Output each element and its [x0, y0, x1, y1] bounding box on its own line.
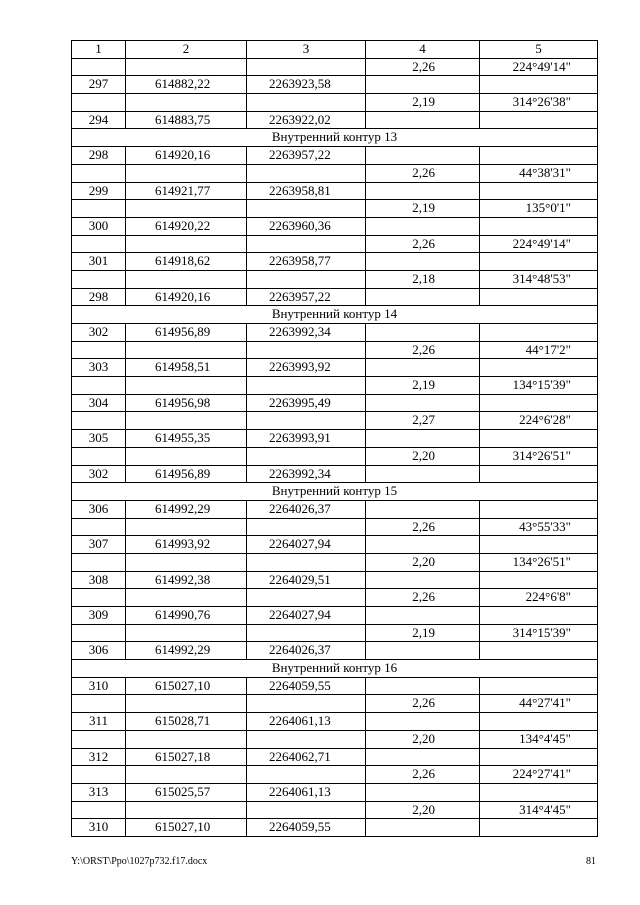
empty-cell — [126, 589, 247, 607]
coord-y: 2263957,22 — [247, 147, 366, 165]
coord-x: 614958,51 — [126, 359, 247, 377]
coord-x: 614955,35 — [126, 430, 247, 448]
segment-row — [72, 341, 598, 359]
segment-row — [72, 58, 598, 76]
coord-x: 615027,18 — [126, 748, 247, 766]
coord-x: 614990,76 — [126, 607, 247, 625]
point-row — [72, 500, 598, 518]
coord-x: 614920,22 — [126, 217, 247, 235]
segment-length: 2,26 — [366, 518, 480, 536]
contour-heading: Внутренний контур 14 — [72, 306, 598, 324]
empty-cell — [126, 341, 247, 359]
empty-cell — [480, 642, 598, 660]
segment-row — [72, 553, 598, 571]
coord-x: 615028,71 — [126, 713, 247, 731]
point-number: 312 — [72, 748, 126, 766]
empty-cell — [247, 235, 366, 253]
point-number: 302 — [72, 465, 126, 483]
point-row — [72, 359, 598, 377]
empty-cell — [126, 164, 247, 182]
empty-cell — [366, 607, 480, 625]
coord-x: 614993,92 — [126, 536, 247, 554]
empty-cell — [126, 94, 247, 112]
direction-angle: 314°26'38" — [480, 94, 598, 112]
coord-y: 2263995,49 — [247, 394, 366, 412]
coord-x: 615027,10 — [126, 677, 247, 695]
direction-angle: 43°55'33" — [480, 518, 598, 536]
segment-length: 2,20 — [366, 730, 480, 748]
segment-row — [72, 270, 598, 288]
coord-y: 2264026,37 — [247, 500, 366, 518]
point-number: 306 — [72, 642, 126, 660]
coord-x: 614992,29 — [126, 642, 247, 660]
empty-cell — [366, 217, 480, 235]
empty-cell — [366, 359, 480, 377]
empty-cell — [72, 94, 126, 112]
segment-row — [72, 447, 598, 465]
coord-x: 614883,75 — [126, 111, 247, 129]
segment-length: 2,20 — [366, 553, 480, 571]
contour-heading-row — [72, 306, 598, 324]
empty-cell — [480, 748, 598, 766]
direction-angle: 134°15'39" — [480, 377, 598, 395]
table-header-row — [72, 41, 598, 59]
coord-y: 2263993,91 — [247, 430, 366, 448]
point-number: 306 — [72, 500, 126, 518]
empty-cell — [480, 359, 598, 377]
point-number: 309 — [72, 607, 126, 625]
empty-cell — [247, 518, 366, 536]
point-row — [72, 465, 598, 483]
empty-cell — [366, 677, 480, 695]
coord-x: 614956,89 — [126, 465, 247, 483]
point-row — [72, 217, 598, 235]
empty-cell — [126, 447, 247, 465]
empty-cell — [126, 412, 247, 430]
empty-cell — [366, 500, 480, 518]
empty-cell — [72, 58, 126, 76]
direction-angle: 314°4'45" — [480, 801, 598, 819]
point-row — [72, 677, 598, 695]
empty-cell — [480, 253, 598, 271]
segment-row — [72, 766, 598, 784]
coord-x: 614920,16 — [126, 147, 247, 165]
point-number: 308 — [72, 571, 126, 589]
segment-length: 2,26 — [366, 341, 480, 359]
point-number: 300 — [72, 217, 126, 235]
point-number: 302 — [72, 324, 126, 342]
segment-length: 2,19 — [366, 200, 480, 218]
point-row — [72, 324, 598, 342]
coord-y: 2263958,77 — [247, 253, 366, 271]
coord-y: 2264029,51 — [247, 571, 366, 589]
empty-cell — [126, 377, 247, 395]
point-number: 303 — [72, 359, 126, 377]
coord-y: 2263993,92 — [247, 359, 366, 377]
empty-cell — [480, 500, 598, 518]
empty-cell — [247, 94, 366, 112]
empty-cell — [247, 58, 366, 76]
coord-y: 2264061,13 — [247, 783, 366, 801]
empty-cell — [480, 182, 598, 200]
empty-cell — [366, 536, 480, 554]
empty-cell — [366, 147, 480, 165]
direction-angle: 224°6'28" — [480, 412, 598, 430]
empty-cell — [366, 571, 480, 589]
point-row — [72, 536, 598, 554]
header-cell: 4 — [366, 41, 480, 59]
header-cell: 2 — [126, 41, 247, 59]
segment-row — [72, 518, 598, 536]
empty-cell — [366, 253, 480, 271]
direction-angle: 44°27'41" — [480, 695, 598, 713]
empty-cell — [480, 217, 598, 235]
direction-angle: 314°26'51" — [480, 447, 598, 465]
empty-cell — [366, 76, 480, 94]
direction-angle: 314°15'39" — [480, 624, 598, 642]
empty-cell — [247, 270, 366, 288]
coord-x: 614918,62 — [126, 253, 247, 271]
point-number: 313 — [72, 783, 126, 801]
coord-y: 2264027,94 — [247, 607, 366, 625]
coord-y: 2263992,34 — [247, 324, 366, 342]
empty-cell — [480, 394, 598, 412]
empty-cell — [247, 730, 366, 748]
point-number: 305 — [72, 430, 126, 448]
segment-row — [72, 589, 598, 607]
point-row — [72, 713, 598, 731]
segment-length: 2,19 — [366, 94, 480, 112]
point-number: 299 — [72, 182, 126, 200]
point-row — [72, 288, 598, 306]
file-path: Y:\ORST\Ppo\1027p732.f17.docx — [71, 856, 208, 867]
empty-cell — [480, 288, 598, 306]
empty-cell — [247, 624, 366, 642]
point-row — [72, 607, 598, 625]
segment-length: 2,26 — [366, 766, 480, 784]
empty-cell — [72, 412, 126, 430]
empty-cell — [366, 642, 480, 660]
coord-x: 614992,29 — [126, 500, 247, 518]
segment-length: 2,27 — [366, 412, 480, 430]
empty-cell — [480, 536, 598, 554]
coord-x: 614882,22 — [126, 76, 247, 94]
empty-cell — [366, 111, 480, 129]
empty-cell — [366, 324, 480, 342]
segment-length: 2,19 — [366, 624, 480, 642]
empty-cell — [126, 270, 247, 288]
point-number: 301 — [72, 253, 126, 271]
empty-cell — [126, 695, 247, 713]
direction-angle: 224°49'14" — [480, 58, 598, 76]
direction-angle: 134°26'51" — [480, 553, 598, 571]
empty-cell — [126, 624, 247, 642]
empty-cell — [72, 200, 126, 218]
empty-cell — [247, 200, 366, 218]
point-number: 307 — [72, 536, 126, 554]
direction-angle: 44°17'2" — [480, 341, 598, 359]
segment-length: 2,20 — [366, 801, 480, 819]
header-cell: 1 — [72, 41, 126, 59]
segment-row — [72, 624, 598, 642]
empty-cell — [126, 58, 247, 76]
empty-cell — [72, 270, 126, 288]
point-row — [72, 394, 598, 412]
point-row — [72, 430, 598, 448]
empty-cell — [126, 235, 247, 253]
segment-row — [72, 801, 598, 819]
empty-cell — [366, 182, 480, 200]
empty-cell — [247, 695, 366, 713]
direction-angle: 224°49'14" — [480, 235, 598, 253]
empty-cell — [126, 801, 247, 819]
empty-cell — [72, 766, 126, 784]
empty-cell — [480, 819, 598, 837]
empty-cell — [247, 447, 366, 465]
empty-cell — [480, 430, 598, 448]
coord-y: 2263992,34 — [247, 465, 366, 483]
empty-cell — [247, 341, 366, 359]
contour-heading: Внутренний контур 15 — [72, 483, 598, 501]
empty-cell — [366, 819, 480, 837]
coord-y: 2263923,58 — [247, 76, 366, 94]
point-number: 304 — [72, 394, 126, 412]
empty-cell — [126, 553, 247, 571]
empty-cell — [72, 624, 126, 642]
empty-cell — [480, 147, 598, 165]
empty-cell — [247, 553, 366, 571]
contour-heading: Внутренний контур 16 — [72, 660, 598, 678]
coordinates-table — [71, 40, 598, 837]
coord-y: 2264026,37 — [247, 642, 366, 660]
empty-cell — [72, 164, 126, 182]
coord-y: 2264062,71 — [247, 748, 366, 766]
point-row — [72, 748, 598, 766]
point-number: 311 — [72, 713, 126, 731]
segment-row — [72, 377, 598, 395]
empty-cell — [480, 76, 598, 94]
segment-row — [72, 730, 598, 748]
direction-angle: 44°38'31" — [480, 164, 598, 182]
empty-cell — [366, 288, 480, 306]
segment-row — [72, 94, 598, 112]
point-number: 310 — [72, 819, 126, 837]
segment-length: 2,18 — [366, 270, 480, 288]
coord-x: 615025,57 — [126, 783, 247, 801]
empty-cell — [72, 801, 126, 819]
empty-cell — [480, 111, 598, 129]
empty-cell — [72, 730, 126, 748]
segment-row — [72, 235, 598, 253]
empty-cell — [126, 200, 247, 218]
empty-cell — [72, 553, 126, 571]
direction-angle: 135°0'1" — [480, 200, 598, 218]
coord-x: 614992,38 — [126, 571, 247, 589]
contour-heading-row — [72, 660, 598, 678]
empty-cell — [366, 748, 480, 766]
empty-cell — [480, 465, 598, 483]
header-cell: 3 — [247, 41, 366, 59]
direction-angle: 314°48'53" — [480, 270, 598, 288]
empty-cell — [247, 164, 366, 182]
empty-cell — [72, 447, 126, 465]
empty-cell — [366, 430, 480, 448]
coord-y: 2263957,22 — [247, 288, 366, 306]
header-cell: 5 — [480, 41, 598, 59]
direction-angle: 134°4'45" — [480, 730, 598, 748]
empty-cell — [72, 695, 126, 713]
point-row — [72, 253, 598, 271]
point-row — [72, 182, 598, 200]
point-row — [72, 819, 598, 837]
coord-y: 2264059,55 — [247, 819, 366, 837]
point-number: 310 — [72, 677, 126, 695]
empty-cell — [366, 713, 480, 731]
coord-y: 2263922,02 — [247, 111, 366, 129]
empty-cell — [247, 801, 366, 819]
empty-cell — [72, 235, 126, 253]
direction-angle: 224°6'8" — [480, 589, 598, 607]
point-number: 297 — [72, 76, 126, 94]
segment-length: 2,26 — [366, 58, 480, 76]
empty-cell — [480, 677, 598, 695]
segment-row — [72, 412, 598, 430]
point-row — [72, 147, 598, 165]
coord-x: 614920,16 — [126, 288, 247, 306]
empty-cell — [247, 412, 366, 430]
contour-heading-row — [72, 483, 598, 501]
coord-y: 2264027,94 — [247, 536, 366, 554]
direction-angle: 224°27'41" — [480, 766, 598, 784]
empty-cell — [126, 766, 247, 784]
point-row — [72, 642, 598, 660]
empty-cell — [72, 518, 126, 536]
empty-cell — [247, 766, 366, 784]
empty-cell — [72, 377, 126, 395]
contour-heading-row — [72, 129, 598, 147]
point-number: 298 — [72, 288, 126, 306]
empty-cell — [72, 589, 126, 607]
empty-cell — [126, 518, 247, 536]
coord-y: 2263958,81 — [247, 182, 366, 200]
empty-cell — [72, 341, 126, 359]
empty-cell — [126, 730, 247, 748]
empty-cell — [480, 571, 598, 589]
empty-cell — [247, 377, 366, 395]
segment-row — [72, 695, 598, 713]
page-number: 81 — [586, 856, 596, 867]
segment-row — [72, 164, 598, 182]
point-row — [72, 111, 598, 129]
coord-x: 614956,89 — [126, 324, 247, 342]
coord-x: 615027,10 — [126, 819, 247, 837]
contour-heading: Внутренний контур 13 — [72, 129, 598, 147]
empty-cell — [480, 713, 598, 731]
point-row — [72, 571, 598, 589]
empty-cell — [366, 394, 480, 412]
segment-length: 2,26 — [366, 164, 480, 182]
point-row — [72, 783, 598, 801]
empty-cell — [366, 783, 480, 801]
point-row — [72, 76, 598, 94]
coord-y: 2264061,13 — [247, 713, 366, 731]
segment-length: 2,26 — [366, 235, 480, 253]
empty-cell — [480, 324, 598, 342]
coord-y: 2263960,36 — [247, 217, 366, 235]
point-number: 294 — [72, 111, 126, 129]
empty-cell — [480, 783, 598, 801]
empty-cell — [247, 589, 366, 607]
coord-x: 614956,98 — [126, 394, 247, 412]
coord-y: 2264059,55 — [247, 677, 366, 695]
empty-cell — [480, 607, 598, 625]
segment-length: 2,26 — [366, 589, 480, 607]
segment-length: 2,26 — [366, 695, 480, 713]
segment-row — [72, 200, 598, 218]
segment-length: 2,20 — [366, 447, 480, 465]
point-number: 298 — [72, 147, 126, 165]
empty-cell — [366, 465, 480, 483]
segment-length: 2,19 — [366, 377, 480, 395]
coord-x: 614921,77 — [126, 182, 247, 200]
